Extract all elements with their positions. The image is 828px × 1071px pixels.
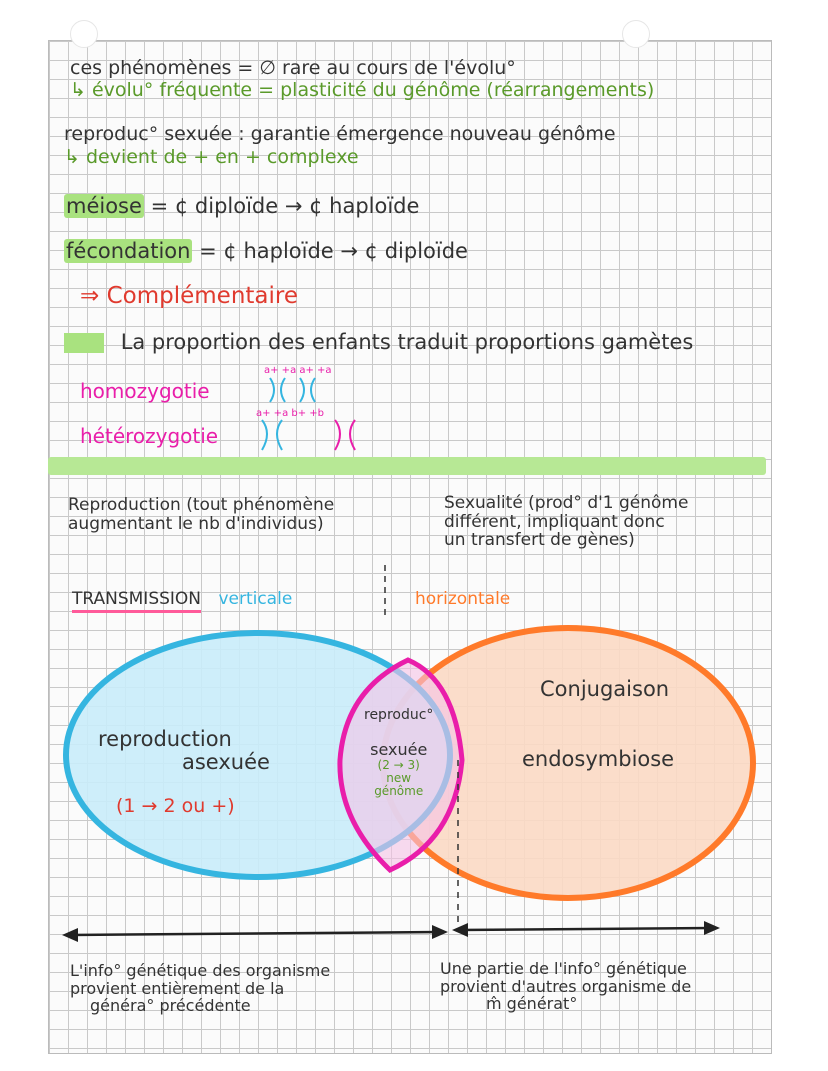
transmission-vertical: verticale [218,589,293,609]
sexual-label-line5: génôme [374,784,424,799]
complementary-text: ⇒ Complémentaire [80,283,298,309]
transmission-title: TRANSMISSION [72,589,201,613]
endosymbiosis-label [522,748,674,771]
sexual-label-line2: sexuée [370,740,428,760]
vertical-info-line3: généra° précédente [90,996,251,1016]
conjugation-label [540,678,669,701]
alleles-homozygous-text: a+ +a a+ +a [264,365,332,376]
arrow-left [70,932,440,935]
arrow-right-head-end [704,921,720,935]
asexual-label-line1: reproduction [98,727,232,751]
meiosis-term: méiose [66,194,142,218]
heterozygosity-text: hétérozygotie [80,424,219,448]
fertilization-term: fécondation [66,239,191,263]
note-text-3: reproduc° sexuée : garantie émergence nouveau génôme [64,123,616,145]
transmission-horizontal-text: horizontale [415,589,511,609]
reproduction-header-line2: augmentant le nb d'individus) [68,513,324,534]
note-text-4: ↳ devient de + en + complexe [64,146,359,168]
sexuality-header-line3: un transfert de gènes) [444,530,635,551]
endosymbiosis-text: endosymbiose [522,747,675,771]
arrow-left-head-end [432,925,448,939]
asexual-ratio-text: (1 → 2 ou +) [116,795,235,817]
arrow-left-head-start [62,928,78,942]
vertical-info-line1: L'info° génétique des organisme [70,961,331,980]
note-text-2: ↳ évolu° fréquente = plasticité du génôme (réarrangements) [70,79,655,101]
arrow-right [458,928,712,930]
arrow-right-head-start [452,923,468,937]
note-text-1: ces phénomènes = ∅ rare au cours de l'évolu° [70,57,516,79]
horizontal-info-line1: Une partie de l'info° génétique [440,959,687,978]
asexual-label [98,728,270,774]
sexuality-header-line1: Sexualité (prod° d'1 génôme [444,493,689,513]
fertilization-definition: = ¢ haploïde → ¢ diploïde [199,239,468,263]
sexual-label-line4: new [386,771,412,786]
asexual-ratio [116,796,235,817]
homozygosity-text: homozygotie [80,379,210,403]
sexual-label [364,708,433,799]
horizontal-info-line3: m̂ générat° [486,994,578,1014]
conjugation-text: Conjugaison [540,677,670,701]
vertical-info-line2: provient entièrement de la [70,978,285,998]
alleles-heterozygous-text: a+ +a b+ +b [256,408,325,419]
asexual-label-line2: asexuée [182,750,270,775]
vertical-info-note [70,962,330,1015]
meiosis-definition: = ¢ diploïde → ¢ haploïde [150,194,420,218]
horizontal-info-note [440,960,691,1013]
horizontal-info-line2: provient d'autres organisme de [440,976,692,996]
sexuality-header-line2: différent, impliquant donc [444,511,665,532]
proportion-text: La proportion des enfants traduit proportions gamètes [120,330,694,354]
reproduction-header-line1: Reproduction (tout phénomène [68,495,335,515]
sexual-label-line3: (2 → 3) [377,757,420,772]
sexual-label-line1: reproduc° [364,707,434,723]
